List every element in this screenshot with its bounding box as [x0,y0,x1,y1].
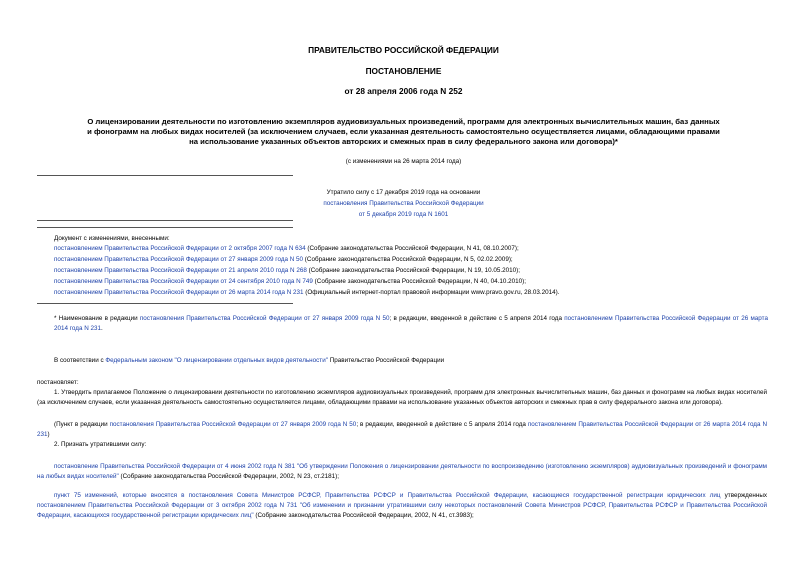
amendment-source: (Собрание законодательства Российской Федерации, N 19, 10.05.2010); [306,267,520,274]
expired-notice [0,187,807,220]
divider-line [37,220,293,221]
amendment-link[interactable]: постановлением Правительства Российской Федерации от 2 октября 2007 года N 634 [54,245,306,252]
amendment-link[interactable]: постановлением Правительства Российской Федерации от 21 апреля 2010 года N 268 [54,267,307,274]
document-title-line: и фонограмм на любых видах носителей (за исключением случаев, если указанная деятельность самостоятельно осуществляется лицами, обладающими правами [87,127,720,136]
preamble-text: Правительство Российской Федерации [327,357,445,364]
amendment-link[interactable]: постановлением Правительства Российской Федерации от 27 января 2009 года N 50 [54,256,304,263]
preamble [54,356,444,365]
amendment-source: (Собрание законодательства Российской Федерации, N 40, 04.10.2010); [312,278,527,285]
footnote-link[interactable]: постановления Правительства Российской Федерации от 27 января 2009 года N 50 [139,315,390,322]
repealed-item [37,462,767,482]
repealed-item [37,491,767,521]
divider-line [37,303,293,304]
revision-note: (с изменениями на 26 марта 2014 года) [345,158,462,165]
document-type: ПОСТАНОВЛЕНИЕ [365,66,442,76]
document-title-line: на использование указанных объектов авторских и смежных прав в силу федерального закона или договора)* [189,137,618,146]
amendment-link[interactable]: постановлением Правительства Российской Федерации от 26 марта 2014 года N 231 [54,289,304,296]
footnote-text: * Наименование в редакции [54,315,140,322]
repealed-point-link[interactable]: пункт 75 изменений, которые вносятся в постановления Совета Министров РСФСР, Правительства РСФСР и Правительства Российской Федерации, касающиеся государственной регистрации юридических лиц [54,492,721,499]
repealed-decree-link[interactable]: постановлением Правительства Российской Федерации от 3 октября 2002 года N 731 "Об изменении и признании утратившими силу некоторых постановлений Совета Министров РСФСР, Правительства РСФСР и Правительства Российской Федерации, касающихся государственной регистрации юридических лиц" [37,502,767,519]
repealed-source: (Собрание законодательства Российской Федерации, 2002, N 41, ст.3983); [253,512,474,519]
amendment-item [54,277,526,286]
note-text: (Пункт в редакции [54,421,110,428]
footnote-text: . [101,325,103,332]
note-link[interactable]: постановлением Правительства Российской Федерации от 26 марта 2014 года N 231 [37,421,767,438]
amendment-source: (Собрание законодательства Российской Федерации, N 5, 02.02.2009); [303,256,513,263]
federal-law-link[interactable]: Федеральным законом "О лицензировании отдельных видов деятельности" [105,357,328,364]
divider-line [37,227,293,228]
divider-line [37,175,293,176]
expired-basis-link[interactable]: постановления Правительства Российской Федерации [323,200,484,207]
amendment-link[interactable]: постановлением Правительства Российской Федерации от 24 сентября 2010 года N 749 [54,278,313,285]
amendment-item [54,288,560,297]
amendment-source: (Собрание законодательства Российской Федерации, N 41, 08.10.2007); [305,245,519,252]
title-footnote [54,314,768,334]
expired-basis-date-link[interactable]: от 5 декабря 2019 года N 1601 [358,211,449,218]
expired-text: Утратило силу с 17 декабря 2019 года на основании [326,189,481,196]
amendment-source: (Официальный интернет-портал правовой информации www.pravo.gov.ru, 28.03.2014). [303,289,560,296]
document-title-line: О лицензировании деятельности по изготовлению экземпляров аудиовизуальных произведений, программ для электронных вычислительных машин, баз данных [87,117,720,126]
note-text: ) [47,431,50,438]
note-link[interactable]: постановления Правительства Российской Федерации от 27 января 2009 года N 50 [109,421,357,428]
item-1-note [37,420,767,440]
preamble-text: В соответствии с [54,357,106,364]
repealed-source: (Собрание законодательства Российской Федерации, 2002, N 23, ст.2181); [118,473,339,480]
amendment-item [54,266,520,275]
repealed-text: утвержденных [720,492,767,499]
footnote-link[interactable]: постановлением Правительства Российской Федерации от 26 марта 2014 года N 231 [54,315,768,332]
footnote-text: ; в редакции, введенной в действие с 5 апреля 2014 года [389,315,565,322]
amendment-item [54,244,519,253]
item-2: 2. Признать утратившими силу: [54,441,147,448]
issuing-authority: ПРАВИТЕЛЬСТВО РОССИЙСКОЙ ФЕДЕРАЦИИ [308,45,499,55]
repealed-decree-link[interactable]: постановление Правительства Российской Федерации от 4 июня 2002 года N 381 "Об утверждении Положения о лицензировании деятельности по воспроизведению (изготовлению экземпляров) аудиовизуальных произведений и фонограмм на любых видах носителей" [37,463,767,480]
decrees-word: постановляет: [37,379,79,386]
amendments-intro: Документ с изменениями, внесенными: [54,235,170,242]
amendment-item [54,255,513,264]
note-text: ; в редакции, введенной в действие с 5 апреля 2014 года [356,421,528,428]
document-title [0,117,807,147]
document-date-number: от 28 апреля 2006 года N 252 [344,86,463,96]
item-1: 1. Утвердить прилагаемое Положение о лицензировании деятельности по изготовлению экземпляров аудиовизуальных произведений, программ для электронных вычислительных машин, баз данных и фонограмм на любых видах носителей (за исключением случаев, если указанная деятельность самостоятельно осуществляется лицами, обладающими правами на использование указанных объектов авторских и смежных прав в силу федерального закона или договора). [37,389,767,406]
